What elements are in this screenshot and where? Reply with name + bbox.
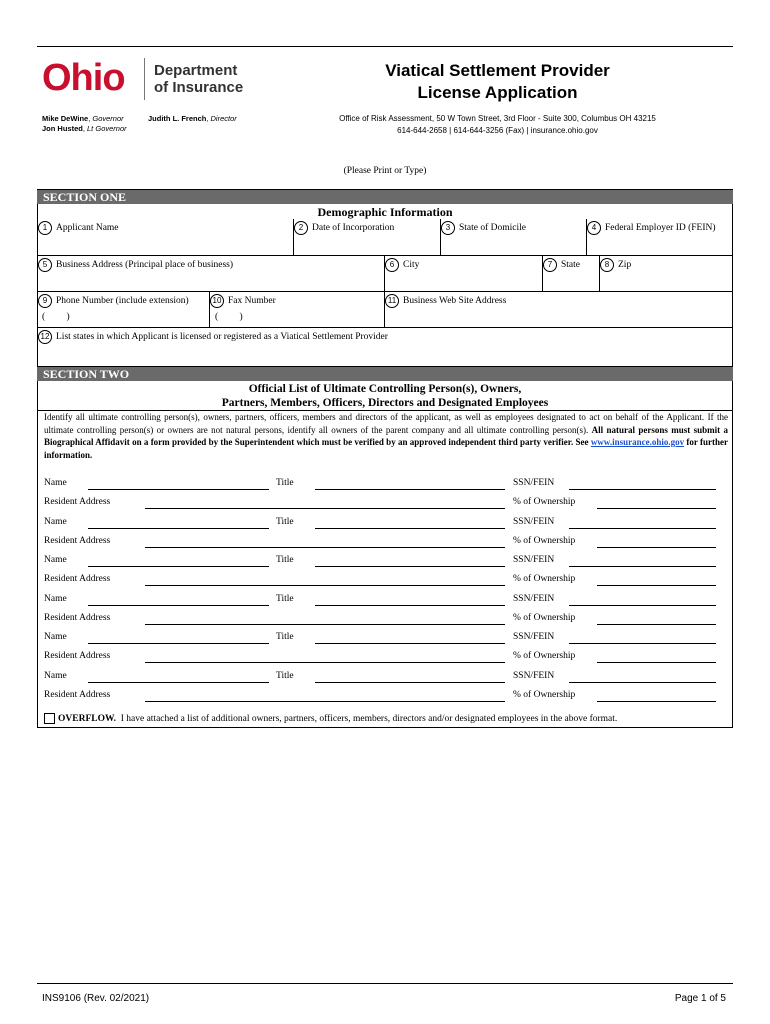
divider xyxy=(209,291,210,327)
name-label: Name xyxy=(44,671,67,681)
officials: Mike DeWine, Governor Jon Husted, Lt Governor xyxy=(42,114,127,133)
instructions-bold: All natural persons must submit a Biographical Affidavit on a form provided by the Superintendent which must be verified by an approved independent third party verifier. See xyxy=(44,424,728,447)
insurance-website-link[interactable]: www.insurance.ohio.gov xyxy=(590,437,685,447)
name-input-line[interactable] xyxy=(88,643,269,644)
ownership-input-line[interactable] xyxy=(597,662,716,663)
lt-governor-title: Lt Governor xyxy=(87,124,127,133)
office-contact: 614-644-2658 | 614-644-3256 (Fax) | insurance.ohio.gov xyxy=(397,126,598,135)
title-input-line[interactable] xyxy=(315,566,505,567)
instructions-text: Identify all ultimate controlling person(s), owners, partners, officers, members and directors of the applicant, as well as employees designated to act on behalf of the Applicant. If the ultimate controlling person(s) or owners are not natural persons, identify all owners of the parent company and all ultimate controlling person(s). xyxy=(44,412,728,435)
field-label: Fax Number xyxy=(228,296,276,306)
logo-divider xyxy=(144,58,145,100)
overflow-text: I have attached a list of additional owners, partners, officers, members, directors and/or designated employees in the above format. xyxy=(120,713,618,724)
field-label: State xyxy=(561,260,580,270)
header-top-rule xyxy=(37,46,733,47)
ownership-label: % of Ownership xyxy=(513,536,576,546)
name-input-line[interactable] xyxy=(88,682,269,683)
address-label: Resident Address xyxy=(44,536,111,546)
field-number: 8 xyxy=(600,258,614,272)
field-number: 7 xyxy=(543,258,557,272)
field-website[interactable] xyxy=(385,294,506,308)
ownership-input-line[interactable] xyxy=(597,547,716,548)
address-input-line[interactable] xyxy=(145,624,505,625)
form-title xyxy=(300,60,695,104)
field-fax[interactable] xyxy=(210,294,276,308)
address-input-line[interactable] xyxy=(145,701,505,702)
field-label: Applicant Name xyxy=(56,223,119,233)
field-licensed-states[interactable] xyxy=(38,330,388,344)
field-label: State of Domicile xyxy=(459,223,527,233)
ssn-input-line[interactable] xyxy=(569,682,716,683)
governor-name: Mike DeWine xyxy=(42,114,89,123)
phone-area-code: ( ) xyxy=(42,312,70,322)
ssn-label: SSN/FEIN xyxy=(513,517,555,527)
address-label: Resident Address xyxy=(44,497,111,507)
field-number: 10 xyxy=(210,294,224,308)
field-business-address[interactable] xyxy=(38,258,233,272)
instructions-end: for further information. xyxy=(44,437,728,460)
field-fein[interactable] xyxy=(587,221,716,235)
form-title-line-1: Viatical Settlement Provider xyxy=(385,61,610,80)
dept-line-2: of Insurance xyxy=(154,79,244,96)
section-two-instructions xyxy=(44,411,728,461)
divider xyxy=(384,255,385,291)
field-number: 11 xyxy=(385,294,399,308)
ownership-label: % of Ownership xyxy=(513,651,576,661)
title-label: Title xyxy=(276,555,294,565)
field-city[interactable] xyxy=(385,258,419,272)
ssn-input-line[interactable] xyxy=(569,643,716,644)
field-phone[interactable] xyxy=(38,294,189,308)
section-one-header: SECTION ONE xyxy=(37,190,733,204)
title-label: Title xyxy=(276,671,294,681)
field-date-of-incorporation[interactable] xyxy=(294,221,394,235)
field-label: Zip xyxy=(618,260,632,270)
ownership-input-line[interactable] xyxy=(597,508,716,509)
ownership-label: % of Ownership xyxy=(513,613,576,623)
form-title-line-2: License Application xyxy=(417,83,578,102)
ssn-label: SSN/FEIN xyxy=(513,632,555,642)
address-input-line[interactable] xyxy=(145,585,505,586)
address-input-line[interactable] xyxy=(145,508,505,509)
ssn-input-line[interactable] xyxy=(569,566,716,567)
name-input-line[interactable] xyxy=(88,566,269,567)
ownership-label: % of Ownership xyxy=(513,690,576,700)
ssn-label: SSN/FEIN xyxy=(513,555,555,565)
field-number: 1 xyxy=(38,221,52,235)
director: Judith L. French, Director xyxy=(148,114,237,123)
field-applicant-name[interactable] xyxy=(38,221,119,235)
field-label: Federal Employer ID (FEIN) xyxy=(605,223,716,233)
address-label: Resident Address xyxy=(44,574,111,584)
ssn-input-line[interactable] xyxy=(569,489,716,490)
field-label: Date of Incorporation xyxy=(312,223,395,233)
department-name xyxy=(154,62,243,96)
divider xyxy=(586,219,587,255)
address-input-line[interactable] xyxy=(145,547,505,548)
subtitle-line-2: Partners, Members, Officers, Directors and Designated Employees xyxy=(221,397,549,409)
row-divider xyxy=(37,327,733,328)
page-number: Page 1 of 5 xyxy=(674,993,726,1004)
field-label: Business Address (Principal place of business) xyxy=(56,260,234,270)
subtitle-line-1: Official List of Ultimate Controlling Person(s), Owners, xyxy=(248,383,522,395)
field-number: 4 xyxy=(587,221,601,235)
footer-rule xyxy=(37,983,733,984)
overflow-row xyxy=(44,713,617,724)
address-label: Resident Address xyxy=(44,651,111,661)
field-state[interactable] xyxy=(543,258,580,272)
address-label: Resident Address xyxy=(44,613,111,623)
office-address: Office of Risk Assessment, 50 W Town Street, 3rd Floor - Suite 300, Columbus OH 43215 xyxy=(339,114,656,123)
overflow-checkbox[interactable] xyxy=(44,713,55,724)
section-one-subtitle: Demographic Information xyxy=(317,205,453,219)
field-label: Phone Number (include extension) xyxy=(56,296,189,306)
ownership-input-line[interactable] xyxy=(597,624,716,625)
ssn-label: SSN/FEIN xyxy=(513,671,555,681)
divider xyxy=(384,291,385,327)
office-info xyxy=(300,113,695,137)
field-label: List states in which Applicant is licensed or registered as a Viatical Settlement Provider xyxy=(56,332,388,342)
ownership-input-line[interactable] xyxy=(597,585,716,586)
field-state-of-domicile[interactable] xyxy=(441,221,526,235)
ownership-label: % of Ownership xyxy=(513,497,576,507)
logo-text: Ohio xyxy=(42,57,125,99)
print-instruction: (Please Print or Type) xyxy=(343,166,427,176)
director-name: Judith L. French xyxy=(148,114,207,123)
ssn-label: SSN/FEIN xyxy=(513,478,555,488)
divider xyxy=(542,255,543,291)
divider xyxy=(293,219,294,255)
fax-area-code: ( ) xyxy=(215,312,243,322)
governor-title: Governor xyxy=(92,114,124,123)
row-divider xyxy=(37,255,733,256)
section-two-header: SECTION TWO xyxy=(37,367,733,381)
overflow-label: OVERFLOW. xyxy=(58,713,116,724)
field-number: 5 xyxy=(38,258,52,272)
title-input-line[interactable] xyxy=(315,489,505,490)
title-label: Title xyxy=(276,594,294,604)
name-label: Name xyxy=(44,632,67,642)
title-label: Title xyxy=(276,517,294,527)
name-label: Name xyxy=(44,594,67,604)
name-input-line[interactable] xyxy=(88,605,269,606)
field-label: Business Web Site Address xyxy=(403,296,507,306)
lt-governor-name: Jon Husted xyxy=(42,124,83,133)
field-label: City xyxy=(403,260,420,270)
ssn-input-line[interactable] xyxy=(569,528,716,529)
ssn-input-line[interactable] xyxy=(569,605,716,606)
field-number: 9 xyxy=(38,294,52,308)
name-label: Name xyxy=(44,517,67,527)
name-label: Name xyxy=(44,478,67,488)
row-divider xyxy=(37,291,733,292)
form-number: INS9106 (Rev. 02/2021) xyxy=(42,993,150,1004)
field-number: 12 xyxy=(38,330,52,344)
address-input-line[interactable] xyxy=(145,662,505,663)
ownership-input-line[interactable] xyxy=(597,701,716,702)
ssn-label: SSN/FEIN xyxy=(513,594,555,604)
name-input-line[interactable] xyxy=(88,528,269,529)
name-label: Name xyxy=(44,555,67,565)
divider xyxy=(440,219,441,255)
title-input-line[interactable] xyxy=(315,643,505,644)
ownership-label: % of Ownership xyxy=(513,574,576,584)
field-number: 3 xyxy=(441,221,455,235)
title-input-line[interactable] xyxy=(315,682,505,683)
address-label: Resident Address xyxy=(44,690,111,700)
title-input-line[interactable] xyxy=(315,528,505,529)
field-number: 2 xyxy=(294,221,308,235)
title-label: Title xyxy=(276,632,294,642)
title-label: Title xyxy=(276,478,294,488)
field-zip[interactable] xyxy=(600,258,631,272)
title-input-line[interactable] xyxy=(315,605,505,606)
field-number: 6 xyxy=(385,258,399,272)
director-title: Director xyxy=(210,114,237,123)
section-two-subtitle xyxy=(37,382,733,410)
dept-line-1: Department xyxy=(154,62,238,79)
divider xyxy=(599,255,600,291)
ohio-logo xyxy=(42,58,125,98)
name-input-line[interactable] xyxy=(88,489,269,490)
